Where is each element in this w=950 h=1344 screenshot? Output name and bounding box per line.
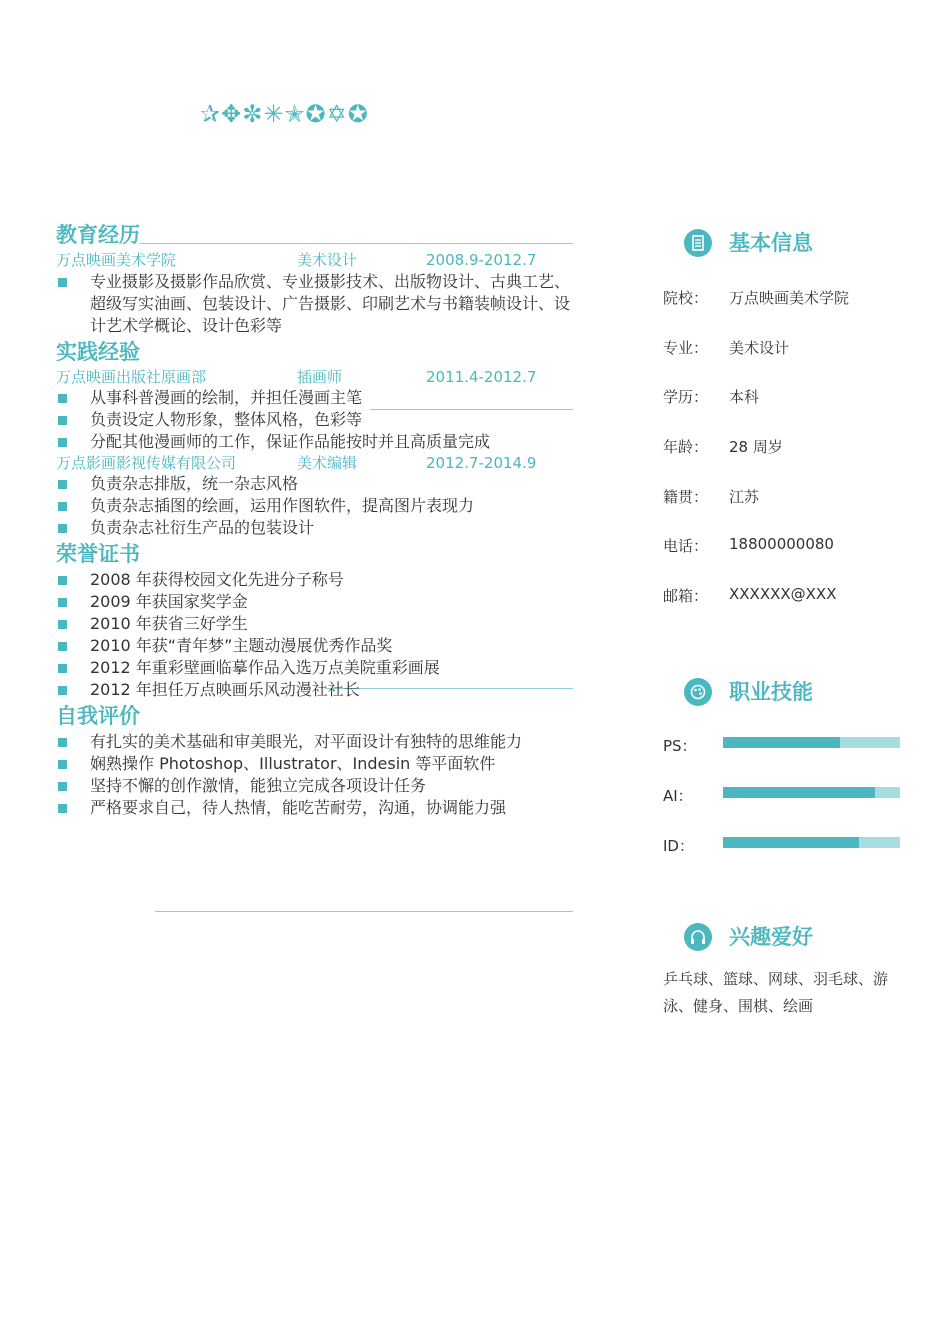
info-label: 籍贯： — [663, 488, 709, 506]
divider-line — [140, 243, 573, 244]
job-period: 2011.4-2012.7 — [426, 368, 537, 386]
basic-info-title: 基本信息 — [729, 231, 813, 255]
bullet-square — [58, 278, 67, 287]
info-value: 28 周岁 — [729, 438, 783, 456]
list-item: 2009 年获国家奖学金 — [56, 591, 576, 613]
practice-title: 实践经验 — [56, 340, 140, 364]
list-item: 负责杂志插图的绘画，运用作图软件，提高图片表现力 — [56, 495, 576, 517]
info-label: 专业： — [663, 339, 709, 357]
info-label: 学历： — [663, 388, 709, 406]
education-courses: 专业摄影及摄影作品欣赏、专业摄影技术、出版物设计、古典工艺、超级写实油画、包装设计、广告摄影、印刷艺术与书籍装帧设计、设计艺术学概论、设计色彩等 — [56, 271, 576, 337]
skills-title: 职业技能 — [729, 680, 813, 704]
skill-bar-fill — [723, 787, 875, 798]
education-title: 教育经历 — [56, 223, 140, 247]
palette-icon — [684, 678, 712, 706]
list-item: 负责设定人物形象，整体风格，色彩等 — [56, 409, 576, 431]
list-item: 2012 年重彩壁画临摹作品入选万点美院重彩画展 — [56, 657, 576, 679]
list-item: 坚持不懈的创作激情，能独立完成各项设计任务 — [56, 775, 576, 797]
list-item: 从事科普漫画的绘制，并担任漫画主笔 — [56, 387, 576, 409]
divider-line — [155, 911, 573, 912]
headphones-icon — [684, 923, 712, 951]
job-period: 2012.7-2014.9 — [426, 454, 537, 472]
skill-bar — [723, 787, 900, 798]
info-value: 万点映画美术学院 — [729, 289, 850, 307]
info-value: XXXXXX@XXX — [729, 585, 837, 603]
job-role: 美术编辑 — [297, 454, 358, 472]
list-item: 2012 年担任万点映画乐风动漫社社长 — [56, 679, 576, 701]
self-eval-title: 自我评价 — [56, 704, 140, 728]
job-company: 万点影画影视传媒有限公司 — [56, 454, 237, 472]
info-label: 年龄： — [663, 438, 709, 456]
list-item: 负责杂志社衍生产品的包装设计 — [56, 517, 576, 539]
skill-bar — [723, 737, 900, 748]
job-role: 插画师 — [297, 368, 343, 386]
skill-bar-fill — [723, 737, 840, 748]
skill-label: PS： — [663, 737, 697, 755]
hobbies-text: 乒乓球、篮球、网球、羽毛球、游泳、健身、围棋、绘画 — [663, 970, 889, 1015]
education-period: 2008.9-2012.7 — [426, 251, 537, 269]
list-item: 负责杂志排版，统一杂志风格 — [56, 473, 576, 495]
education-major: 美术设计 — [297, 251, 358, 269]
job-company: 万点映画出版社原画部 — [56, 368, 207, 386]
info-value: 美术设计 — [729, 339, 790, 357]
info-value: 本科 — [729, 388, 760, 406]
education-school: 万点映画美术学院 — [56, 251, 177, 269]
skill-label: AI： — [663, 787, 693, 805]
list-item: 分配其他漫画师的工作，保证作品能按时并且高质量完成 — [56, 431, 576, 453]
hobbies-title: 兴趣爱好 — [729, 925, 813, 949]
info-value: 18800000080 — [729, 535, 834, 553]
list-item: 有扎实的美术基础和审美眼光，对平面设计有独特的思维能力 — [56, 731, 576, 753]
list-item: 2010 年获省三好学生 — [56, 613, 576, 635]
list-item: 娴熟操作 Photoshop、Illustrator、Indesin 等平面软件 — [56, 753, 576, 775]
list-item: 严格要求自己，待人热情，能吃苦耐劳，沟通，协调能力强 — [56, 797, 576, 819]
decorative-stars: ✰✥✼✳✭✪✡✪ — [200, 100, 369, 128]
skill-bar-fill — [723, 837, 859, 848]
list-item: 2010 年获“青年梦”主题动漫展优秀作品奖 — [56, 635, 576, 657]
info-label: 院校： — [663, 289, 709, 307]
honors-title: 荣誉证书 — [56, 542, 140, 566]
list-item: 2008 年获得校园文化先进分子称号 — [56, 569, 576, 591]
skill-bar — [723, 837, 900, 848]
document-icon — [684, 229, 712, 257]
info-label: 电话： — [663, 537, 709, 555]
info-label: 邮箱： — [663, 587, 709, 605]
info-value: 江苏 — [729, 488, 760, 506]
skill-label: ID： — [663, 837, 694, 855]
